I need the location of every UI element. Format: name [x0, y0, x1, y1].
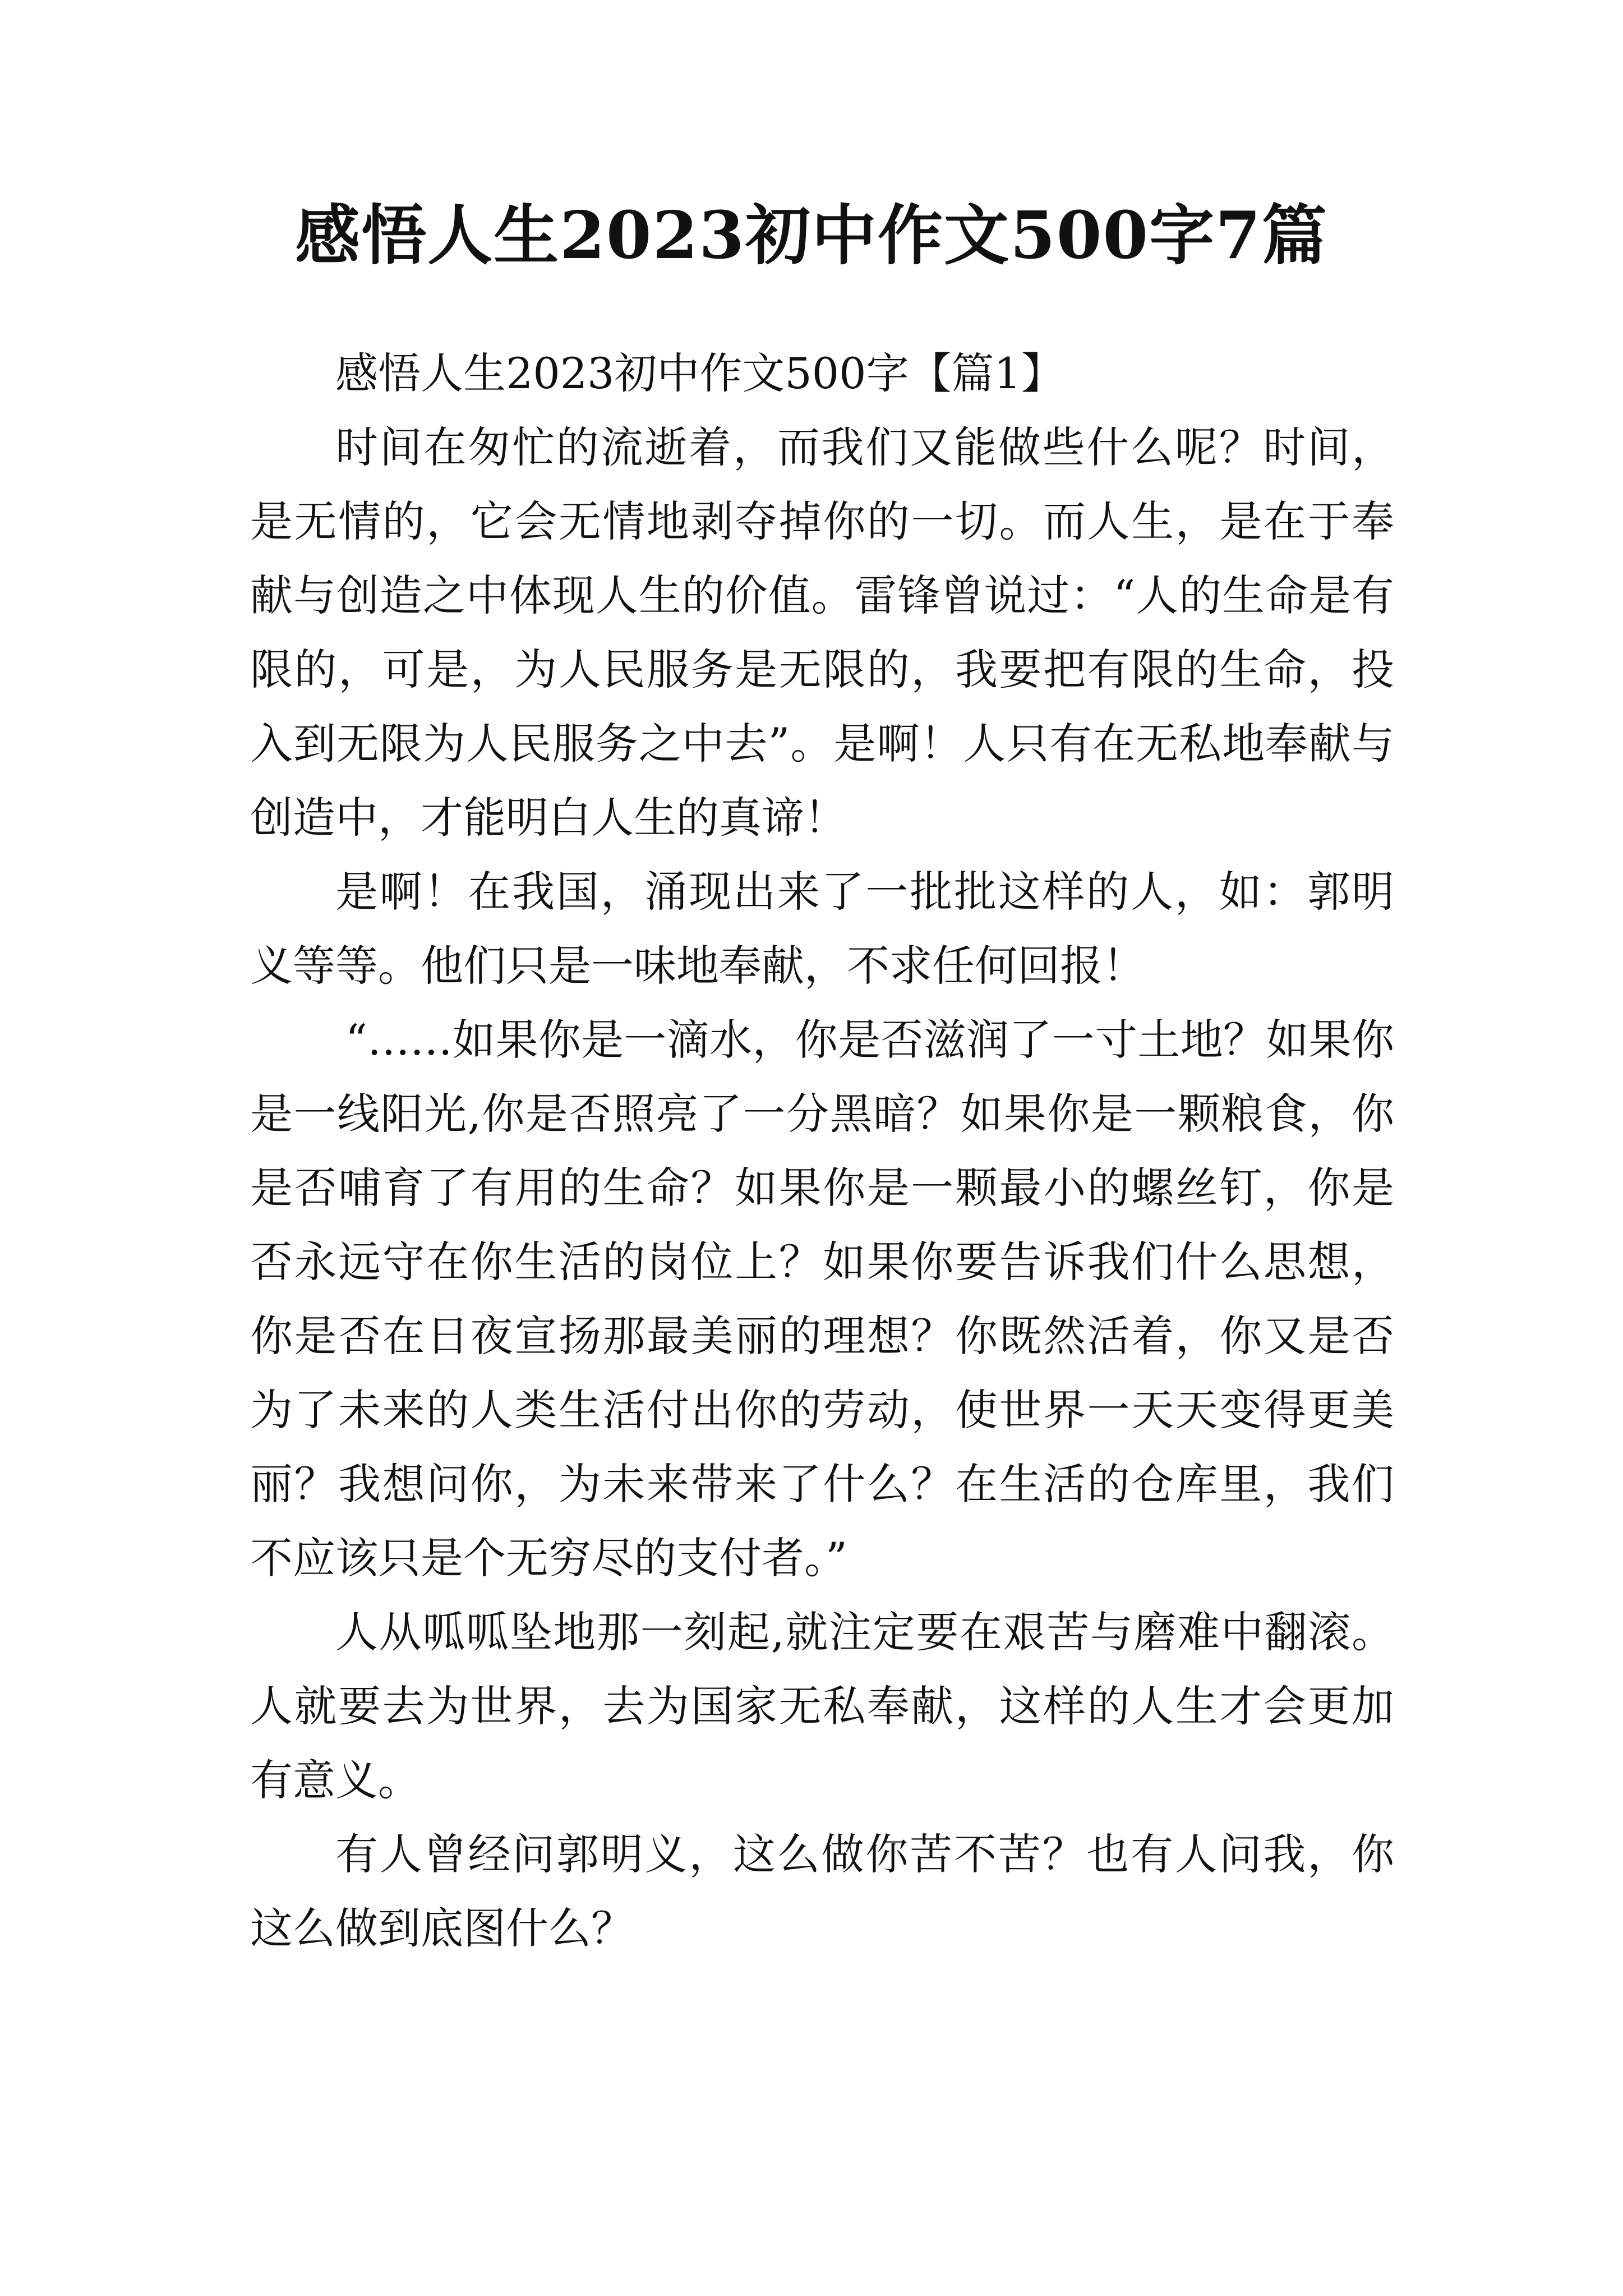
document-title: 感悟人生2023初中作文500字7篇	[295, 197, 1328, 274]
paragraph: 时间在匆忙的流逝着，而我们又能做些什么呢？时间，是无情的，它会无情地剥夺掉你的一切。而人生，是在于奉献与创造之中体现人生的价值。雷锋曾说过：“人的生命是有限的，可是，为人民服务是无限的，我要把有限的生命，投入到无限为人民服务之中去”。是啊！人只有在无私地奉献与创造中，才能明白人生的真谛！	[250, 422, 1394, 843]
document-body	[250, 337, 1394, 1966]
quote-paragraph: “……如果你是一滴水，你是否滋润了一寸土地？如果你是一线阳光,你是否照亮了一分黑暗？如果你是一颗粮食，你是否哺育了有用的生命？如果你是一颗最小的螺丝钉，你是否永远守在你生活的岗位上？如果你要告诉我们什么思想，你是否在日夜宣扬那最美丽的理想？你既然活着，你又是否为了未来的人类生活付出你的劳动，使世界一天天变得更美丽？我想问你，为未来带来了什么？在生活的仓库里，我们不应该只是个无穷尽的支付者。”	[250, 1015, 1394, 1583]
paragraph: 有人曾经问郭明义，这么做你苦不苦？也有人问我，你这么做到底图什么？	[250, 1829, 1394, 1953]
paragraph: 人从呱呱坠地那一刻起,就注定要在艰苦与磨难中翻滚。人就要去为世界，去为国家无私奉献，这样的人生才会更加有意义。	[250, 1607, 1394, 1805]
paragraph: 是啊！在我国，涌现出来了一批批这样的人，如：郭明义等等。他们只是一味地奉献，不求任何回报！	[250, 867, 1394, 991]
section-heading: 感悟人生2023初中作文500字【篇1】	[335, 348, 1064, 398]
